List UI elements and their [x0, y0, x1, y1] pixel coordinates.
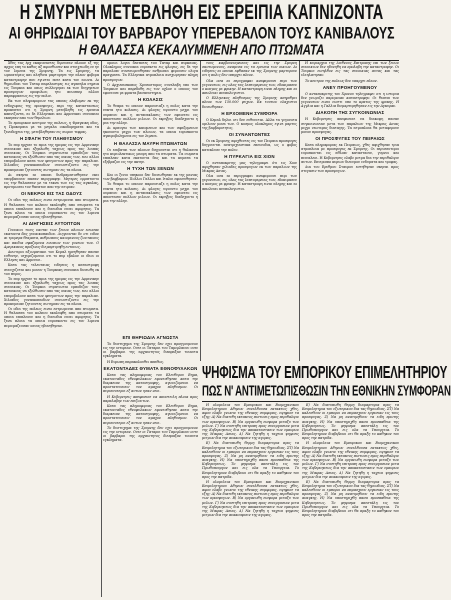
paragraph: Οι οδοι της πολεως ειναι εστρωμεναι απο πτωματα. Η θαλασσα του κολπου εκαλυφθη απο πτωματα τα οποια επιπλεουν και η δυσωδια ειναι αφορητος. Τα ξενα πλοια τα οποια ευρισκοντο εις τον λιμενα περιεμαζευσαν οσους ηδυνηθησαν. [4, 198, 99, 219]
subheading: Η ΕΡΧΟΜΕΝΗ ΣΥΜΦΟΡΑ [221, 110, 278, 116]
paragraph: Αι κραυγαι των καιομενων και των σφαζομενων ηκουοντο μεχρι των πλοιων, τα οποια ευρισκοντο αγκυροβολημενα εις τον λιμενα. [103, 126, 198, 139]
paragraph: Η ολομελεια του Εμπορικου και Βιομηχανικου Επιμελητηριου Αθηνων συνελθουσα εκτακτως χθες, αφου ελαβε γνωσιν της εθνικης συμφορας, εψηφισε τα εξης: Α) Να διατεθη εκτακτος πιστωσις προς περιθαλψιν των προσφυγων. Β) Να οργανωθη εισφορα μεταξυ των μελων. Γ) Να συστηθη επιτροπη προς συνεργασιαν μετα της Κυβερνησεως δια την αποκαταστασιν των εμπορων της Μικρας Ασιας. Δ) Να ζητηθη η ταχεια ψηφισις μετρων δια την ανακουφισιν της αγορας. [202, 479, 299, 518]
paragraph: Ο Κεμαλ δηλοι οτι δεν ευθυνεται. Αλλα τα γεγονοτα ομιλουν μονα των. Ο κοσμος ολοκληρος εγινε μαρτυς της βαρβαροτητος. [202, 117, 297, 131]
paragraph: Η ολομελεια του Εμπορικου και Βιομηχανικου Επιμελητηριου Αθηνων συνελθουσα εκτακτως χθες, αφου ελαβε γνωσιν της εθνικης συμφορας, εψηφισε τα εξης: Α) Να διατεθη εκτακτος πιστωσις προς περιθαλψιν των προσφυγων. Β) Να οργανωθη εισφορα μεταξυ των μελων. Γ) Να συστηθη επιτροπη προς συνεργασιαν μετα της Κυβερνησεως δια την αποκαταστασιν των εμπορων της Μικρας Ασιας. Δ) Να ζητηθη η ταχεια ψηφισις μετρων δια την ανακουφισιν της αγορας. [202, 403, 299, 441]
paragraph: Γενναιοι τινες ναυται των ξενων πλοιων εσωσαν εκατοντα δας γυναικοπαιδων. Διηγουνται δε οτι ειδον αι τρομερα θεαματα, ανθρωπους καιομενους ζωντανους και παιδια σφαζομενα ενωπιον των γονεων των. Ο Αμερικανος προξενος διεμαρτυρηθη εντονως. [4, 228, 99, 249]
paragraph: Η ολομελεια του Εμπορικου και Βιομηχανικου Επιμελητηριου Αθηνων συνελθουσα εκτακτως χθες, αφου ελαβε γνωσιν της εθνικης συμφορας, εψηφισε τα εξης: Α) Να διατεθη εκτακτος πιστωσις προς περιθαλψιν των προσφυγων. Β) Να οργανωθη εισφορα μεταξυ των μελων. Γ) Να συστηθη επιτροπη προς συνεργασιαν μετα της Κυβερνησεως δια την αποκαταστασιν των εμπορων της Μικρας Ασιας. Δ) Να ζητηθη η ταχεια ψηφισις μετρων δια την ανακουφισιν της αγορας. [302, 441, 399, 479]
paragraph: Ο ανταποκριτης του Χρονου τηλεγραφει οτι η ιστορια δεν γνωριζει παρομοιαν καταστροφην. Οι θεαται των γεγονοτων ειναι εισετι υπο το κρατος της φρικης. Η Αγγλια και η Γαλλια διεμαρτυρηθησαν εις την Αγκυραν. [301, 91, 399, 109]
paragraph: Ολα οσα αι περιγραφαι αναφερουσι περι των γεγονοτων, εις ολας τας λεπτομερειας των, εδοκιμασεν ο κοσμος με φρικην. Η καταστροφη ειναι πληρης και αι απωλειαι ανυπολογιστοι. [202, 174, 297, 191]
main-headline: Η ΣΜΥΡΝΗ ΜΕΤΕΒΛΗΘΗ ΕΙΣ ΕΡΕΙΠΙΑ ΚΑΠΝΙΖΟΝΤΑ [19, 1, 384, 25]
subheading: ΕΠΙ ΘΗΡΙΩΔΙΑ ΑΓΝΩΣΤΑ [122, 335, 179, 340]
paragraph: Το δυστυχημα της Σμυρνης δεν εχει προηγουμενον εις την ιστοριαν. Ουτε οι Ταταροι του Ταμερλανου ουτε οι βαρβαροι της αρχαιοτητος διεπραξαν τοιαυτα εγκληματα. [103, 342, 198, 359]
subheading: ΟΙ ΝΕΚΡΟΙ ΕΙΣ ΤΑΣ ΟΔΟΥΣ [20, 191, 83, 197]
paragraph: Το εμπορικον κεντρον της πολεως, η Φραγκικη οδος, η Προκυμαια με τα μεγαλα οικοδομηματα και τα ξενοδοχεια της, μετεβληθησαν εις σωρον τεφρας. [4, 121, 99, 134]
paragraph: Χθες τας έρχ εκαμυσαντες διρευσαν πλοιον εξ της αρχος επη το καθος αξ αφοσθωσεν και στοιχειωδη εν ην τον λιμενα της Σμυρνης. Τα εις Σμυρνης, τα ωραιατέρεις και αληθινα μαρτυρησε την πλεον φοβερα καταστροφην που εγινετο ποτε κατα τον αιωνα. Αι θηριωδιαι του Ταταρ παρελαστρες εις αγαπηλα σημεια εις Τουρκια και οπως συλλογεμαι εκ των διηγησεων προσφυγων ομοφυλων, ητο ανωσπερ αλλου παραφρασεως εις την πολιν. [4, 61, 100, 99]
paragraph: Η Κυβερνησις απεφασισε να διακοψη πασαν συγκοινωνιαν μετα των παραλιων της Μικρας Ασιας μεχρι νεωτερας διαταγης. Τα ατμοπλοια θα μεταφερουν μονον προσφυγας. [301, 117, 399, 134]
column-2-lower [103, 333, 198, 597]
subheading: Η ΘΑΛΑΣΣΑ ΜΑΥΡΗ ΠΤΩΜΑΤΩΝ [113, 140, 188, 146]
resolution-article [202, 364, 451, 597]
subheading: Η ΣΦΑΓΗ ΤΟΥ ΠΛΗΘΥΣΜΟΥ [20, 135, 83, 141]
paragraph: Κατα τας πληροφοριας του Ελευθερου Βημα, εκατονταδες εθνοφυλακων εφονευθησαν κατα την διαρκειαν της καταστροφης, αγωνιζομενοι να προστατευσουν τον αμαχον πληθυσμον. Οι περισσοτεροι εξ αυτων ησαν νεοι. [103, 403, 198, 425]
paragraph: ομοιοι λογοι δεσποτες του Ταταρ και πυρκαιας. Ολοκληρος συνοικια ευρισκετο εις φλογας, εις δε την παραλιαν συνεσωρευθησαν ανθρωποι φερουσιν ολιγα πραγματα. Τα Ελληνικα ατμοπλοια ανεχωρησαν πληρη προσφυγων. [103, 61, 198, 82]
paragraph: Αι σκηναι αι οποιαι διεδραματισθησαν εκει υπερβαινουν πασαν περιγραφην. Μητερες ερριπτοντο εις την θαλασσαν με τα τεκνα των εις τας αγκαλας, προτιμωσαι τον θανατον απο την ατιμιαν. [4, 172, 99, 190]
resolution-headline: ΨΗΦΙΣΜΑ ΤΟΥ ΕΜΠΟΡΙΚΟΥ ΕΠΙΜΕΛΗΤΗΡΙΟΥ [202, 364, 448, 383]
newspaper-page [4, 1, 451, 597]
paragraph: Ε) Να διατυπωθη θερμη διαμαρτυρια προς τα Επιμελητηρια του εξωτερικου δια τας θηριωδιας. ΣΤ) Να καλεσθουν οι εμποροι να παρασχουν εργασιαν εις τους προσφυγας. Ζ) Να μη ανατιμηθουν τα ειδη πρωτης αναγκης. Η) Να υποστηριχθη πασα προσπαθεια της Κυβερνησεως. Το ψηφισμα απεστάλη εις τον Πρωθυπουργον και εις ολα τα Υπουργεια. Το Επιμελητηριον διαβεβαιοι οτι θα πραξη το καθηκον του προς την πατριδα. [202, 441, 299, 479]
column-4 [301, 61, 399, 361]
paragraph: Και οι ξενοι υπηκοοι δεν διεσωθησαν εκ της μανιας των βαρβαρων. Πολλοι Γαλλοι και Ιταλοι εφονευθησαν. [103, 173, 198, 182]
paragraph: Ε) Να διατυπωθη θερμη διαμαρτυρια προς τα Επιμελητηρια του εξωτερικου δια τας θηριωδιας. ΣΤ) Να καλεσθουν οι εμποροι να παρασχουν εργασιαν εις τους προσφυγας. Ζ) Να μη ανατιμηθουν τα ειδη πρωτης αναγκης. Η) Να υποστηριχθη πασα προσπαθεια της Κυβερνησεως. Το ψηφισμα απεστάλη εις τον Πρωθυπουργον και εις ολα τα Υπουργεια. Το Επιμελητηριον διαβεβαιοι οτι θα πραξη το καθηκον του προς την πατριδα. [302, 403, 399, 441]
paragraph: Οι εκ Σμυρνης αφιχθεντες εις τον Πειραια προσφυγες διηγουνται ανατριχιαστικα επεισοδια, ως ο φοβος κατεκλυσε την πολιν. [202, 139, 297, 152]
paragraph: Ο Ελληνικος πληθυσμος της Σμυρνης απηριθμει πλεον των 150.000 ψυχων. Εκ τουτων ελαχιστοι διεσωθησαν. [202, 96, 297, 109]
paragraph: Η Κυβερνησις απεφασισε να αποστειλη πλοια προς παραλαβην των επιζωντων. [103, 394, 198, 403]
paragraph: Ε) Να διατυπωθη θερμη διαμαρτυρια προς τα Επιμελητηρια του εξωτερικου δια τας θηριωδιας. ΣΤ) Να καλεσθουν οι εμποροι να παρασχουν εργασιαν εις τους προσφυγας. Ζ) Να μη ανατιμηθουν τα ειδη πρωτης αναγκης. Η) Να υποστηριχθη πασα προσπαθεια της Κυβερνησεως. Το ψηφισμα απεστάλη εις τον Πρωθυπουργον και εις ολα τα Υπουργεια. Το Επιμελητηριον διαβεβαιοι οτι θα πραξη το καθηκον του προς την πατριδα. [302, 479, 399, 518]
column-divider [101, 61, 102, 597]
subheading: ΕΚΑΤΟΝΤΑΔΕΣ ΘΥΜΑΤΑ ΕΘΝΟΦΥΛΑΚΩΝ [103, 365, 198, 371]
paragraph: Το δυστυχημα της Σμυρνης δεν εχει προηγουμενον εις την ιστοριαν. Ουτε οι Ταταροι του Ταμερλανου ουτε οι βαρβαροι της αρχαιοτητος διεπραξαν τοιαυτα εγκληματα. [103, 425, 198, 443]
tertiary-headline: Η ΘΑΛΑΣΣΑ ΚΕΚΑΛΥΜΜΕΝΗ ΑΠΟ ΠΤΩΜΑΤΑ [78, 43, 325, 59]
subheading: Η ΚΟΛΑΣΙΣ [137, 97, 164, 103]
paragraph: Δια του Ερυθρου Σταυρου εστηθησαν σκηναι προς στεγασιν των προσφυγων. [301, 164, 399, 173]
paragraph: Το θεαμα το οποιον παρουσιαζε η πολις κατα την νυκτα ητο κολασις. Αι φλογες υψουντο μεχρι του ουρανου και η αντανακλασις των εφαινετο εις αποστασιν πολλων μιλιων. Οι εκρηξεις διαδεχοντο η μια την αλλην. [103, 182, 198, 204]
column-divider [299, 61, 300, 361]
paragraph: Ολα οσα αι περιγραφαι αναφερουσι περι των γεγονοτων, εις ολας τας λεπτομερειας των, εδοκιμασεν ο κοσμος με φρικην. Η καταστροφη ειναι πληρης και αι απωλειαι ανυπολογιστοι. [202, 78, 297, 96]
paragraph: Ο ανταποκριτης μας τηλεγραφει ότι εις Χιον αφιχθησαν χιλιαδες προσφυγων εκ των παραλιων της Μικρας Ασιας. [202, 160, 297, 173]
paragraph: Κατα πληροφοριας εκ Πειραιως, χθες αφιχθησαν τρια ατμοπλοια με προσφυγας εκ Σμυρνης. Οι περισσοτεροι ευρισκονται εις αθλιαν καταστασιν, γυμνοι και πειναλεοι. Η Κυβερνησις ελαβε μετρα δια την περιθαλψιν αυτων. Επιτροπαι κυριων διενεμον ενδυματα και τροφας. [301, 143, 399, 164]
subheading: ΟΙ ΣΥΝΑΝΤΩΝΤΕΣ [228, 132, 271, 138]
subheading: Η ΠΥΡΚΑΓΙΑ ΕΙΣ ΧΙΟΝ [224, 153, 275, 159]
subheading: ΑΝΕΥ ΠΡΟΗΓΟΥΜΕΝΟΥ [322, 84, 378, 90]
resolution-subheadline: ΠΩΣ Ν' ΑΝΤΙΜΕΤΩΠΙΣΘΩΣΙΝ ΤΗΝ ΕΘΝΙΚΗΝ ΣΥΜΦΟΡΑΝ [202, 383, 451, 401]
column-3 [202, 61, 297, 361]
paragraph: Η κυριαρχια της Διεθνους Επιτροπης επι των ξενων συνοικιων δεν ηδυνηθη να προλαβη την καταστροφην. Οι Τουρκοι εισηλθον εις τας συνοικιας αυτας και τας ελεηλατησαν. [301, 61, 399, 78]
subheading: ΟΙ ΠΡΟΣΦΥΓΕΣ ΤΟΥ ΠΕΙΡΑΙΩΣ [315, 136, 385, 142]
column-1 [4, 61, 99, 597]
secondary-headline: ΑΙ ΘΗΡΙΩΔΙΑΙ ΤΟΥ ΒΑΡΒΑΡΟΥ ΥΠΕΡΕΒΑΛΟΝ ΤΟΥΣ ΚΑΝΙΒΑΛΟΥΣ [8, 23, 395, 43]
article-columns [4, 61, 451, 597]
paragraph: Ο Αρχιεπισκοπος Χρυσοστομος συνελαβη υπο των Τουρκων και παρεδοθη εις τον οχλον ο οποιος τον εφονευσε με φρικτα βασανιστηρια. [103, 82, 198, 96]
column-divider [200, 61, 201, 361]
paragraph: Οι επιβαται των πλοιων διηγουνται οτι η θαλασσα ητο κυριολεκτικως μαυρη απο τα πτωματα. Τα σωματα επιπλεαν κατα εκατοντα δας και τα κυματα τα εξεβραζον εις την ακτην. [103, 147, 198, 164]
paragraph: Το θεαμα το οποιον παρουσιαζε η πολις κατα την νυκτα ητο κολασις. Αι φλογες υψουντο μεχρι του ουρανου και η αντανακλασις των εφαινετο εις αποστασιν πολλων μιλιων. Οι εκρηξεις διαδεχοντο η μια την αλλην. [103, 104, 198, 125]
paragraph: Εκ των πληροφοριων τας οποιας ελαβομεν εκ της ενδοχωρας της προσφυγες, περι της καταστασεως προκυπτει οτι η Σμυρνη μετεβληθη εις ερειπια καπνιζοντα, αι δε Ελληνικαι και Αρμενικαι συνοικιαι εκαησαν απο των θεμελιων. [4, 99, 99, 121]
paragraph: Η Ευρωπη παρακολουθει απαθως. [107, 359, 165, 364]
paragraph: Κατα τας τελευταιας ειδησεις η καταστροφη συνεχιζεται και μονον η Τουρκικη συνοικια διεσωθη εκ του πυρος. [4, 263, 99, 276]
subheading: ΔΙΑΚΟΠΗ ΤΗΣ ΣΥΓΚΟΙΝΩΝΙΑΣ [315, 110, 385, 116]
paragraph: Ανωτεροι αξιωματικοι του Κεμαλ ηρνηθησαν πασαν ευθυνην, ισχυριζομενοι οτι το πυρ εβαλον οι ιδιοι οι Ελληνες και Αρμενιοι. [4, 249, 99, 263]
paragraph: τους καρβουνισμενους και εις την Σμυρνη σκοτωμενους, αναμεσα εις τα ερειπια των οικιων. Αι ειδησεις αι οποιαι εφθασαν εκ της Σμυρνης μαρτυρουν οτι η πολις δεν υπαρχει πλεον. [202, 61, 297, 78]
paragraph: Το πυρ ηρχισε το πρωι της ημερας εις την Αρμενικην συνοικιαν και εξηπλωθη ταχεως προς τας λοιπας συνοικιας. Οι Τουρκοι στρατιωται εμποδιζον τους κατοικους να εξελθωσιν απο τας οικιας των, ενω αλλοι επυροβολουν κατα των φευγοντων προς την παραλιαν. Χιλιαδες γυναικοπαιδων συνωστιζοντο εις την προκυμαιαν ζητουντες σωτηριαν εις τα πλοια. [4, 142, 99, 172]
paragraph: Οι οδοι της πολεως ειναι εστρωμεναι απο πτωματα. Η θαλασσα του κολπου εκαλυφθη απο πτωματα τα οποια επιπλεουν και η δυσωδια ειναι αφορητος. Τα ξενα πλοια τα οποια ευρισκοντο εις τον λιμενα περιεμαζευσαν οσους ηδυνηθησαν. [4, 306, 99, 328]
paragraph: Το πυρ ηρχισε το πρωι της ημερας εις την Αρμενικην συνοικιαν και εξηπλωθη ταχεως προς τας λοιπας συνοικιας. Οι Τουρκοι στρατιωται εμποδιζον τους κατοικους να εξελθωσιν απο τας οικιας των, ενω αλλοι επυροβολουν κατα των φευγοντων προς την παραλιαν. Χιλιαδες γυναικοπαιδων συνωστιζοντο εις την προκυμαιαν ζητουντες σωτηριαν εις τα πλοια. [4, 276, 99, 306]
subheading: Η ΤΥΧΗ ΤΩΝ ΞΕΝΩΝ [127, 166, 174, 172]
column-2 [103, 61, 198, 329]
subheading: ΑΙ ΔΙΗΓΗΣΕΙΣ ΑΥΤΟΠΤΩΝ [22, 221, 81, 227]
paragraph: Κατα τας πληροφοριας του Ελευθερου Βημα, εκατονταδες εθνοφυλακων εφονευθησαν κατα την διαρκειαν της καταστροφης, αγωνιζομενοι να προστατευσουν τον αμαχον πληθυσμον. Οι περισσοτεροι εξ αυτων ησαν νεοι. [103, 372, 198, 394]
paragraph: Το κεντρον της πολεως δεν υπαρχει πλεον. [305, 78, 378, 83]
